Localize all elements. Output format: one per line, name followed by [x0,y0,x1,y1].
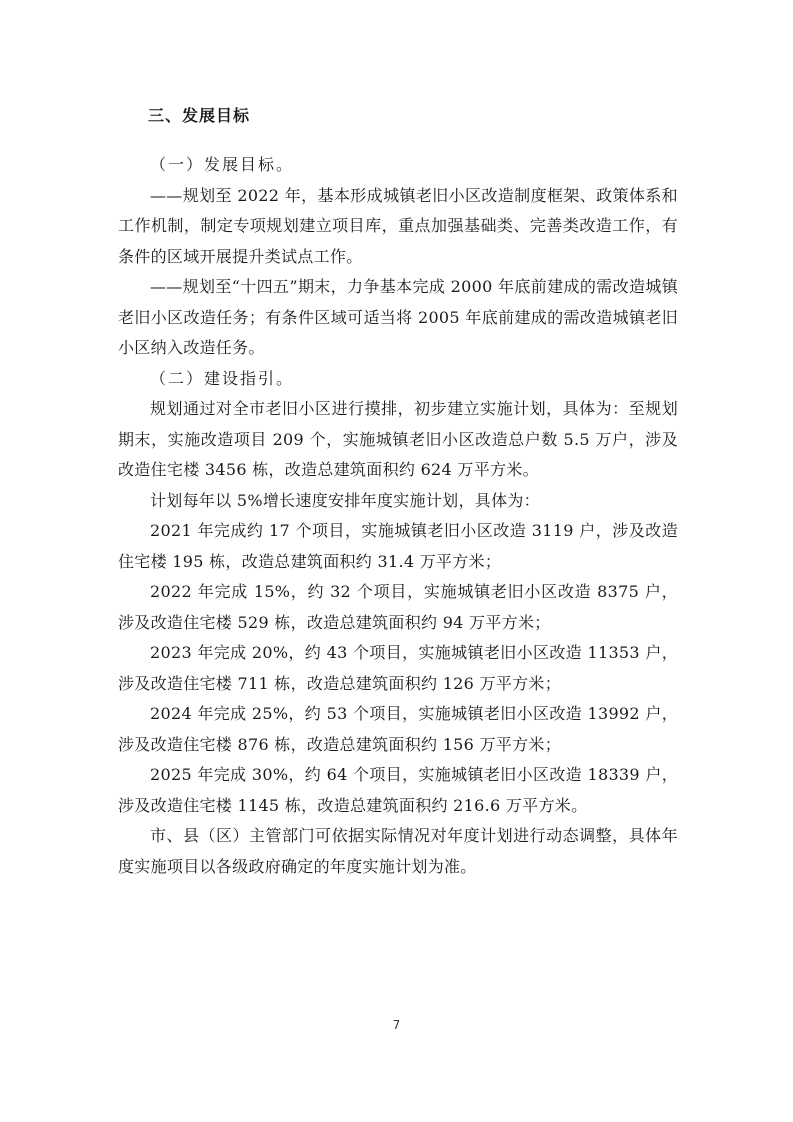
guidance-intro-paragraph: 规划通过对全市老旧小区进行摸排，初步建立实施计划，具体为：至规划期末，实施改造项目 209 个，实施城镇老旧小区改造总户数 5.5 万户，涉及改造住宅楼 3456 栋，改造总建筑面积约 624 万平方米。 [118,399,678,479]
yearly-plan-2023: 2023 年完成 20%，约 43 个项目，实施城镇老旧小区改造 11353 户，涉及改造住宅楼 711 栋，改造总建筑面积约 126 万平方米； [118,643,678,693]
guidance-heading: （二）建设指引。 [150,368,295,388]
yearly-plan-2025: 2025 年完成 30%，约 64 个项目，实施城镇老旧小区改造 18339 户，涉及改造住宅楼 1145 栋，改造总建筑面积约 216.6 万平方米。 [118,765,678,815]
goals-heading: （一）发展目标。 [150,155,295,174]
goal-paragraph-2022: ——规划至 2022 年，基本形成城镇老旧小区改造制度框架、政策体系和工作机制，制定专项规划建立项目库，重点加强基础类、完善类改造工作，有条件的区域开展提升类试点工作。 [118,185,678,266]
section-heading: 三、发展目标 [148,106,251,125]
closing-paragraph: 市、县（区）主管部门可依据实际情况对年度计划进行动态调整，具体年度实施项目以各级政府确定的年度实施计划为准。 [118,826,678,876]
yearly-plan-2021: 2021 年完成约 17 个项目，实施城镇老旧小区改造 3119 户，涉及改造住宅楼 195 栋，改造总建筑面积约 31.4 万平方米； [118,521,678,571]
plan-intro-paragraph: 计划每年以 5%增长速度安排年度实施计划，具体为： [150,490,540,510]
page-number: 7 [392,1018,401,1032]
yearly-plan-2022: 2022 年完成 15%，约 32 个项目，实施城镇老旧小区改造 8375 户，涉及改造住宅楼 529 栋，改造总建筑面积约 94 万平方米； [118,582,678,632]
document-body [118,150,678,882]
yearly-plan-2024: 2024 年完成 25%，约 53 个项目，实施城镇老旧小区改造 13992 户，涉及改造住宅楼 876 栋，改造总建筑面积约 156 万平方米； [118,704,678,754]
goal-paragraph-14th-plan: ——规划至“十四五”期末，力争基本完成 2000 年底前建成的需改造城镇老旧小区改造任务；有条件区域可适当将 2005 年底前建成的需改造城镇老旧小区纳入改造任务。 [118,277,678,357]
